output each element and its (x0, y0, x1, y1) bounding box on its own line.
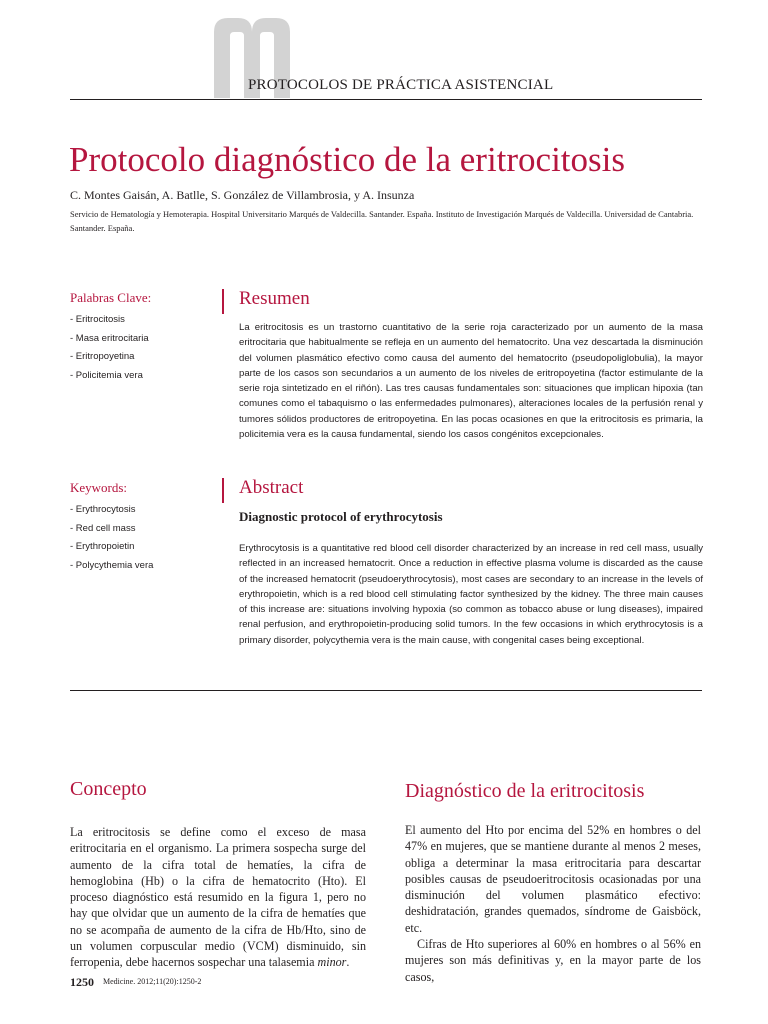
keyword-item: - Erythrocytosis (70, 504, 136, 515)
abstract-accent-bar (222, 478, 224, 503)
keyword-item: - Erythropoietin (70, 541, 135, 552)
diagnostico-heading: Diagnóstico de la eritrocitosis (405, 780, 645, 802)
citation: Medicine. 2012;11(20):1250-2 (103, 977, 202, 986)
keyword-item: - Eritropoyetina (70, 351, 135, 362)
page-number: 1250 (70, 975, 94, 989)
concepto-text: La eritrocitosis se define como el exceso de masa eritrocitaria en el organismo. La primera sospecha surge del aumento de la cifra total de hematíes, la cifra de hemoglobina (Hb) o la cifra de hematocrito (Hto). El proceso diagnóstico está resumido en la figura 1, pero no hay que olvidar que un aumento de la cifra de hematíes que no se acompaña de aumento de la cifra de Hb/Hto, sino de un volumen corpuscular medio (VCM) disminuido, sin ferropenia, debe hacernos sospechar una talasemia minor. (70, 825, 366, 970)
resumen-accent-bar (222, 289, 224, 314)
keywords-es-list (70, 311, 149, 385)
keywords-en-list (70, 501, 153, 575)
concepto-body: La eritrocitosis se define como el exceso de masa eritrocitaria en el organismo. La primera sospecha surge del aumento de la cifra total de hematíes, la cifra de hemoglobina (Hb) o la cifra de hematocrito (Hto). El proceso diagnóstico está resumido en la figura 1, pero no hay que olvidar que un aumento de la cifra de hematíes que no se acompaña de aumento de la cifra de Hb/Hto, sino de un volumen corpuscular medio (VCM) disminuido, sin ferropenia, debe hacernos sospechar una talasemia (70, 825, 366, 970)
keyword-item: - Masa eritrocitaria (70, 332, 149, 344)
keywords-en-heading: Keywords: (70, 480, 128, 495)
diagnostico-paragraph-1: El aumento del Hto por encima del 52% en hombres o del 47% en mujeres, que se mantiene durante al menos 2 meses, obliga a determinar la masa eritrocitaria para descartar posibles causas de pseudoeritrocitosis ocasionadas por una disminución del volumen plasmático efectivo: deshidratación, grandes quemados, síndrome de Gaisböck, etc. (405, 823, 701, 935)
resumen-heading: Resumen (239, 288, 310, 309)
header-rule (70, 99, 702, 100)
resumen-text: La eritrocitosis es un trastorno cuantitativo de la serie roja caracterizado por un aumento de la masa eritrocitaria que habitualmente se refleja en un aumento del hematocrito. Una vez descartada la disminución del volumen plasmático efectivo como causa del aumento del hematocrito (pseudopoliglobulia), la mayor parte de los casos son secundarios a un aumento de los niveles de eritropoyetina (factor estimulante de la serie roja sintetizado en el riñón). Las tres causas fundamentales son: situaciones que implican hipoxia (tan comunes como el tabaquismo o las enfermedades pulmonares), alteraciones locales de la perfusión renal y tumores sólidos productores de eritropoyetina. En las pocas ocasiones en que la eritrocitosis es primaria, la policitemia vera es la causa fundamental, siendo los casos congénitos excepcionales. (239, 322, 703, 441)
diagnostico-text (405, 822, 701, 985)
concepto-italic: minor (317, 955, 347, 970)
abstract-subtitle: Diagnostic protocol of erythrocytosis (239, 509, 443, 524)
keyword-item: - Polycythemia vera (70, 559, 154, 571)
section-label: PROTOCOLOS DE PRÁCTICA ASISTENCIAL (248, 77, 554, 93)
concepto-heading: Concepto (70, 778, 147, 800)
keyword-item: - Policitemia vera (70, 369, 143, 381)
keywords-es-heading: Palabras Clave: (70, 290, 152, 305)
abstract-heading: Abstract (239, 477, 304, 498)
section-rule (70, 690, 702, 691)
authors: C. Montes Gaisán, A. Batlle, S. González de Villambrosia, y A. Insunza (70, 188, 415, 202)
diagnostico-paragraph-2: Cifras de Hto superiores al 60% en hombres o al 56% en mujeres son más definitivas y, en la mayor parte de los casos, (405, 937, 701, 984)
affiliation: Servicio de Hematología y Hemoterapia. Hospital Universitario Marqués de Valdecilla. Santander. España. Instituto de Investigación Marqués de Valdecilla. Universidad de Cantabria. Santander. España. (70, 209, 694, 233)
article-title: Protocolo diagnóstico de la eritrocitosis (69, 140, 626, 179)
abstract-text: Erythrocytosis is a quantitative red blood cell disorder characterized by an increase in red cell mass, usually reflected in an increased hematocrit. Once a reduction in effective plasma volume is discarded as the cause of the increased hematocrit (pseudoerythrocytosis), most cases are secondary to an increase in the levels of erythropoietin, which is a red blood cell stimulating factor synthesized by the kidney. The three main causes of this increase are: situations involving hypoxia (so common as tobacco abuse or lung diseases), impaired renal perfusion, and erythropoietin-producing solid tumors. In the few occasions in which erythrocytosis is a primary disorder, polycythemia vera is the main cause, with congenital cases being exceptional. (239, 543, 703, 646)
keyword-item: - Red cell mass (70, 522, 136, 534)
keyword-item: - Eritrocitosis (70, 314, 125, 325)
